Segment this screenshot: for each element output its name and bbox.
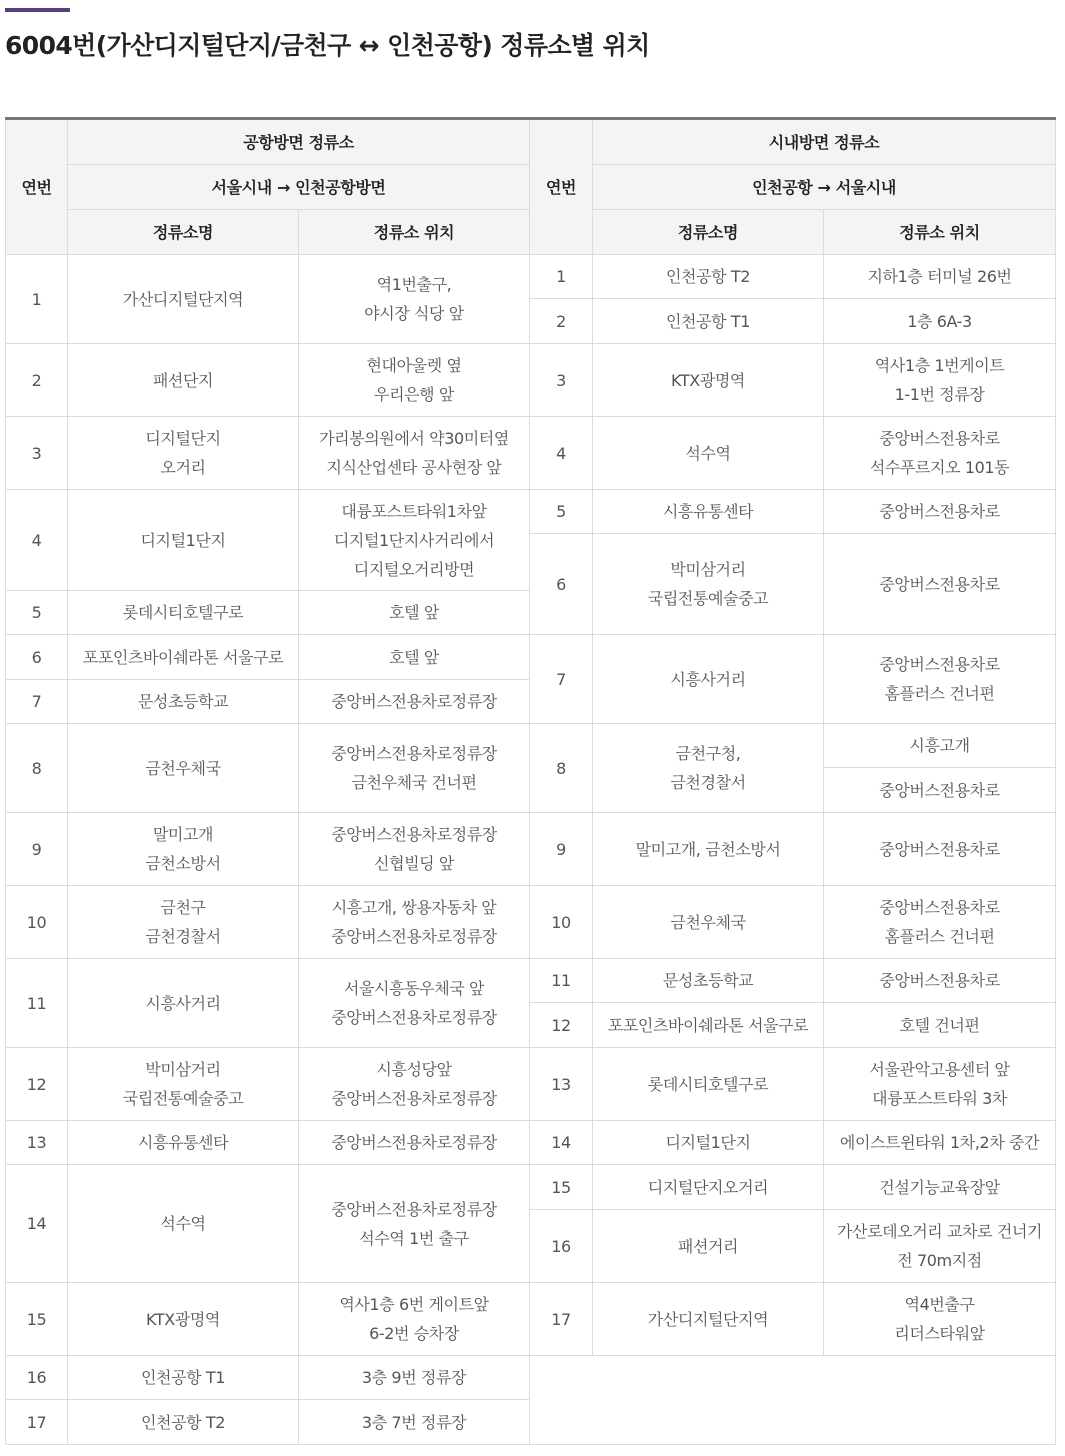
- city-stop-location: [824, 1003, 1056, 1048]
- city-stop-name: [593, 813, 824, 886]
- airport-stop-no: [6, 680, 68, 724]
- city-stop-location: [824, 1210, 1056, 1283]
- cell-text: 역사1층 1번게이트: [874, 356, 1005, 375]
- cell-text: 말미고개, 금천소방서: [635, 839, 781, 859]
- cell-text: 7: [31, 692, 42, 711]
- cell-text: 가산디지털단지역: [122, 289, 244, 309]
- city-stop-no: [530, 813, 593, 886]
- cell-text: 인천공항 T2: [665, 267, 751, 286]
- cell-text: 11: [26, 993, 47, 1013]
- airport-stop-location: [299, 591, 530, 635]
- cell-text: 역사1층 6번 게이트앞: [339, 1295, 489, 1314]
- airport-stop-name: [68, 724, 299, 813]
- cell-text: 서울관악고용센터 앞: [869, 1060, 1010, 1079]
- cell-text: 롯데시티호텔구로: [647, 1074, 769, 1094]
- cell-text: 금천경찰서: [145, 927, 221, 946]
- cell-text: 중앙버스전용차로: [879, 780, 1000, 800]
- header-stop-location: 정류소 위치: [824, 210, 1056, 255]
- city-stop-name: [593, 1283, 824, 1356]
- airport-stop-name: [68, 813, 299, 886]
- cell-text: 금천우체국 건너편: [351, 773, 477, 792]
- table-row: [6, 1121, 1056, 1165]
- airport-stop-name: [68, 635, 299, 680]
- cell-text: 금천경찰서: [670, 773, 746, 792]
- airport-stop-no: [6, 1121, 68, 1165]
- city-stop-location: [824, 813, 1056, 886]
- cell-text: 6: [556, 574, 566, 594]
- cell-text: 17: [26, 1412, 47, 1432]
- city-stop-name: [593, 1003, 824, 1048]
- cell-text: 15: [26, 1309, 47, 1329]
- cell-text: 시흥유통센타: [662, 502, 754, 521]
- city-stop-name: [593, 886, 824, 959]
- page-title: 6004번(가산디지털단지/금천구 ↔ 인천공항) 정류소별 위치: [5, 31, 650, 60]
- header-airport-direction: 서울시내 → 인천공항방면: [68, 165, 530, 210]
- city-stop-name: [593, 635, 824, 724]
- airport-stop-location: [299, 1048, 530, 1121]
- city-stop-name: [593, 959, 824, 1003]
- city-stop-location: [824, 1283, 1056, 1356]
- table-row: [6, 813, 1056, 886]
- cell-text: 5: [556, 502, 566, 521]
- city-stop-name: [593, 490, 824, 534]
- airport-stop-no: [6, 591, 68, 635]
- cell-text: 금천구: [160, 898, 206, 917]
- airport-stop-name: [68, 1283, 299, 1356]
- city-stop-no: [530, 299, 593, 344]
- cell-text: 국립전통예술중고: [647, 589, 769, 608]
- city-stop-name: [593, 299, 824, 344]
- cell-text: 중앙버스전용차로: [879, 971, 1000, 990]
- city-stop-no: [530, 635, 593, 724]
- cell-text: 14: [26, 1214, 47, 1233]
- cell-text: 패션거리: [677, 1236, 739, 1256]
- city-stop-no: [530, 724, 593, 813]
- city-stop-name: [593, 1048, 824, 1121]
- airport-stop-location: [299, 255, 530, 344]
- cell-text: 인천공항 T1: [665, 311, 751, 331]
- airport-stop-name: [68, 255, 299, 344]
- cell-text: 문성초등학교: [662, 971, 754, 990]
- cell-text: 석수역: [685, 443, 731, 463]
- cell-text: 석수역: [160, 1214, 206, 1233]
- airport-stop-name: [68, 1165, 299, 1283]
- airport-stop-no: [6, 255, 68, 344]
- airport-stop-name: [68, 1121, 299, 1165]
- cell-text: 대륭포스트타워 3차: [872, 1089, 1007, 1108]
- city-stop-no: [530, 490, 593, 534]
- table-row: [6, 417, 1056, 490]
- airport-stop-no: [6, 1356, 68, 1400]
- airport-stop-location: [299, 344, 530, 417]
- cell-text: 12: [551, 1015, 571, 1035]
- airport-stop-location: [299, 1356, 530, 1400]
- airport-stop-location: [299, 1121, 530, 1165]
- cell-text: 박미삼거리: [670, 560, 746, 579]
- cell-text: 디지털단지: [145, 429, 221, 448]
- airport-stop-no: [6, 724, 68, 813]
- table-row: [6, 959, 1056, 1003]
- cell-text: KTX광명역: [146, 1309, 220, 1329]
- airport-stop-no: [6, 813, 68, 886]
- table-row: [6, 1356, 1056, 1400]
- cell-text: 호텔 앞: [389, 603, 439, 622]
- cell-text: 9: [31, 839, 42, 859]
- cell-text: 시흥성당앞: [376, 1060, 452, 1079]
- cell-text: 디지털1단지사거리에서: [333, 530, 495, 550]
- cell-text: 중앙버스전용차로: [879, 839, 1000, 859]
- cell-text: 1: [31, 289, 42, 309]
- airport-stop-no: [6, 1048, 68, 1121]
- cell-text: 중앙버스전용차로정류장: [331, 1199, 497, 1219]
- cell-text: 우리은행 앞: [374, 385, 454, 404]
- city-stop-location: [824, 886, 1056, 959]
- airport-stop-no: [6, 417, 68, 490]
- table-row: [6, 886, 1056, 959]
- header-airport-bound: 공항방면 정류소: [68, 119, 530, 165]
- airport-stop-location: [299, 635, 530, 680]
- cell-text: 금천소방서: [145, 854, 221, 873]
- city-stop-no: [530, 1003, 593, 1048]
- cell-text: 13: [26, 1133, 47, 1152]
- cell-text: 가리봉의원에서 약30미터옆: [319, 429, 509, 448]
- cell-text: 말미고개: [152, 825, 214, 844]
- header-stop-location: 정류소 위치: [299, 210, 530, 255]
- cell-text: 석수푸르지오 101동: [869, 458, 1010, 477]
- airport-stop-no: [6, 959, 68, 1048]
- city-stop-name: [593, 417, 824, 490]
- cell-text: 중앙버스전용차로정류장: [331, 825, 497, 844]
- cell-text: 지식산업센타 공사현장 앞: [326, 458, 502, 477]
- cell-text: 16: [551, 1236, 571, 1256]
- city-stop-name: [593, 534, 824, 635]
- city-stop-no: [530, 959, 593, 1003]
- cell-text: 13: [551, 1074, 571, 1094]
- cell-text: 가산디지털단지역: [647, 1309, 769, 1329]
- city-stop-location: [824, 490, 1056, 534]
- cell-text: 석수역 1번 출구: [359, 1228, 469, 1248]
- city-stop-location: [824, 534, 1056, 635]
- cell-text: 시흥사거리: [145, 993, 221, 1013]
- airport-stop-name: [68, 1356, 299, 1400]
- table-row: [6, 1165, 1056, 1210]
- cell-text: 8: [556, 758, 566, 778]
- cell-text: 중앙버스전용차로정류장: [331, 1133, 497, 1152]
- airport-stop-location: [299, 813, 530, 886]
- cell-text: 신협빌딩 앞: [374, 854, 454, 873]
- cell-text: 금천구청,: [675, 744, 741, 763]
- cell-text: 포포인츠바이쉐라톤 서울구로: [82, 647, 284, 667]
- cell-text: 인천공항 T2: [140, 1412, 226, 1432]
- city-stop-location: [824, 1048, 1056, 1121]
- cell-text: 디지털오거리방면: [353, 559, 475, 579]
- city-stop-no: [530, 886, 593, 959]
- cell-text: 중앙버스전용차로정류장: [331, 1008, 497, 1027]
- table-row: [6, 1283, 1056, 1356]
- cell-text: 중앙버스전용차로: [879, 574, 1000, 594]
- city-stop-location: [824, 255, 1056, 299]
- airport-stop-location: [299, 1165, 530, 1283]
- cell-text: 3: [556, 370, 566, 390]
- table-row: [6, 344, 1056, 417]
- cell-text: 중앙버스전용차로정류장: [331, 692, 497, 711]
- cell-text: 10: [26, 912, 47, 932]
- cell-text: 4: [31, 530, 42, 550]
- cell-text: 중앙버스전용차로: [879, 429, 1000, 448]
- cell-text: 3: [31, 443, 42, 463]
- cell-text: 롯데시티호텔구로: [122, 603, 244, 622]
- airport-stop-name: [68, 417, 299, 490]
- cell-text: 중앙버스전용차로정류장: [331, 744, 497, 763]
- airport-stop-name: [68, 344, 299, 417]
- cell-text: 건설기능교육장앞: [879, 1177, 1000, 1197]
- cell-text: 1-1번 정류장: [894, 385, 985, 404]
- airport-stop-location: [299, 680, 530, 724]
- city-stop-location: [824, 299, 1056, 344]
- city-stop-no: [530, 1165, 593, 1210]
- airport-stop-location: [299, 1283, 530, 1356]
- cell-text: 국립전통예술중고: [122, 1089, 244, 1108]
- cell-text: 15: [551, 1177, 571, 1197]
- airport-stop-name: [68, 490, 299, 591]
- cell-text: 11: [551, 971, 571, 990]
- cell-text: 디지털1단지: [140, 530, 226, 550]
- cell-text: 1: [556, 267, 566, 286]
- city-stop-location: [824, 1121, 1056, 1165]
- airport-stop-no: [6, 344, 68, 417]
- city-stop-location: [824, 417, 1056, 490]
- cell-text: 중앙버스전용차로: [879, 655, 1000, 674]
- cell-text: 중앙버스전용차로: [879, 502, 1000, 521]
- cell-text: 서울시흥동우체국 앞: [343, 979, 485, 998]
- airport-stop-name: [68, 886, 299, 959]
- airport-stop-name: [68, 680, 299, 724]
- cell-text: 패션단지: [152, 370, 214, 390]
- airport-stop-name: [68, 591, 299, 635]
- cell-text: 시흥고개: [909, 736, 970, 755]
- city-stop-location: [824, 344, 1056, 417]
- cell-text: 시흥유통센타: [137, 1133, 229, 1152]
- cell-text: 금천우체국: [670, 912, 746, 932]
- airport-stop-no: [6, 1283, 68, 1356]
- cell-text: 중앙버스전용차로정류장: [331, 1089, 497, 1108]
- cell-text: 중앙버스전용차로: [879, 898, 1000, 917]
- cell-text: 역1번출구,: [376, 275, 452, 294]
- cell-text: 10: [551, 912, 571, 932]
- header-city-direction: 인천공항 → 서울시내: [593, 165, 1056, 210]
- city-stop-no: [530, 534, 593, 635]
- table-header: [6, 119, 1056, 255]
- cell-text: 5: [31, 603, 42, 622]
- cell-text: 2: [31, 370, 42, 390]
- cell-text: KTX광명역: [671, 370, 745, 390]
- airport-stop-no: [6, 1165, 68, 1283]
- cell-text: 호텔 앞: [389, 647, 439, 667]
- city-stop-no: [530, 255, 593, 299]
- cell-text: 전 70m지점: [897, 1251, 982, 1270]
- cell-text: 9: [556, 839, 566, 859]
- airport-stop-no: [6, 1400, 68, 1445]
- cell-text: 14: [551, 1133, 571, 1152]
- city-stop-location: [824, 768, 1056, 813]
- airport-stop-location: [299, 417, 530, 490]
- city-stop-no: [530, 1210, 593, 1283]
- cell-text: 박미삼거리: [145, 1060, 221, 1079]
- cell-text: 금천우체국: [145, 758, 221, 778]
- city-stop-name: [593, 1210, 824, 1283]
- table-row: [6, 490, 1056, 534]
- header-stop-name: 정류소명: [68, 210, 299, 255]
- cell-text: 3층 7번 정류장: [361, 1412, 467, 1432]
- header-no-airport: 연번: [6, 119, 68, 255]
- cell-text: 시흥고개, 쌍용자동차 앞: [331, 898, 497, 917]
- cell-text: 6: [31, 647, 42, 667]
- airport-stop-no: [6, 635, 68, 680]
- header-no-city: 연번: [530, 119, 593, 255]
- cell-text: 오거리: [160, 458, 206, 477]
- cell-text: 가산로데오거리 교차로 건너기: [836, 1222, 1043, 1241]
- airport-stop-location: [299, 724, 530, 813]
- table-row: [6, 724, 1056, 768]
- table-row: [6, 255, 1056, 299]
- cell-text: 문성초등학교: [137, 692, 229, 711]
- city-stop-name: [593, 1165, 824, 1210]
- city-stop-no: [530, 1283, 593, 1356]
- city-stop-name: [593, 344, 824, 417]
- cell-text: 호텔 건너편: [899, 1015, 980, 1035]
- cell-text: 16: [26, 1368, 47, 1387]
- airport-stop-name: [68, 1048, 299, 1121]
- cell-text: 현대아울렛 옆: [366, 356, 462, 375]
- cell-text: 지하1층 터미널 26번: [867, 267, 1012, 286]
- airport-stop-location: [299, 490, 530, 591]
- cell-text: 디지털1단지: [665, 1133, 751, 1152]
- table-row: [6, 635, 1056, 680]
- bus-stop-table: [5, 117, 1056, 1445]
- city-stop-no: [530, 1121, 593, 1165]
- airport-stop-name: [68, 1400, 299, 1445]
- cell-text: 1층 6A-3: [907, 311, 972, 331]
- cell-text: 3층 9번 정류장: [361, 1368, 467, 1387]
- header-city-bound: 시내방면 정류소: [593, 119, 1056, 165]
- cell-text: 17: [551, 1309, 571, 1329]
- airport-stop-location: [299, 886, 530, 959]
- city-stop-no: [530, 1048, 593, 1121]
- city-stop-no: [530, 417, 593, 490]
- cell-text: 8: [31, 758, 42, 778]
- city-stop-location: [824, 1165, 1056, 1210]
- cell-text: 리더스타워앞: [894, 1324, 985, 1343]
- table-row: [6, 1048, 1056, 1121]
- cell-text: 대륭포스트타워1차앞: [341, 501, 487, 521]
- city-stop-name: [593, 255, 824, 299]
- header-stop-name: 정류소명: [593, 210, 824, 255]
- airport-stop-no: [6, 490, 68, 591]
- cell-text: 시흥사거리: [670, 669, 746, 689]
- cell-text: 야시장 식당 앞: [364, 304, 464, 323]
- cell-text: 중앙버스전용차로정류장: [331, 927, 497, 946]
- airport-stop-name: [68, 959, 299, 1048]
- airport-stop-no: [6, 886, 68, 959]
- empty-cell: [530, 1356, 1056, 1445]
- cell-text: 2: [556, 311, 566, 331]
- cell-text: 6-2번 승차장: [369, 1324, 459, 1343]
- cell-text: 역4번출구: [904, 1295, 975, 1314]
- city-stop-location: [824, 724, 1056, 768]
- city-stop-location: [824, 959, 1056, 1003]
- cell-text: 홈플러스 건너편: [884, 684, 995, 703]
- cell-text: 홈플러스 건너편: [884, 927, 995, 946]
- title-accent-bar: [5, 8, 70, 12]
- airport-stop-location: [299, 959, 530, 1048]
- cell-text: 에이스트윈타워 1차,2차 중간: [839, 1133, 1040, 1152]
- city-stop-no: [530, 344, 593, 417]
- cell-text: 4: [556, 443, 566, 463]
- cell-text: 포포인츠바이쉐라톤 서울구로: [607, 1015, 809, 1035]
- city-stop-name: [593, 1121, 824, 1165]
- city-stop-location: [824, 635, 1056, 724]
- airport-stop-location: [299, 1400, 530, 1445]
- cell-text: 7: [556, 669, 566, 689]
- cell-text: 디지털단지오거리: [647, 1177, 769, 1197]
- cell-text: 인천공항 T1: [140, 1368, 226, 1387]
- city-stop-name: [593, 724, 824, 813]
- cell-text: 12: [26, 1074, 47, 1094]
